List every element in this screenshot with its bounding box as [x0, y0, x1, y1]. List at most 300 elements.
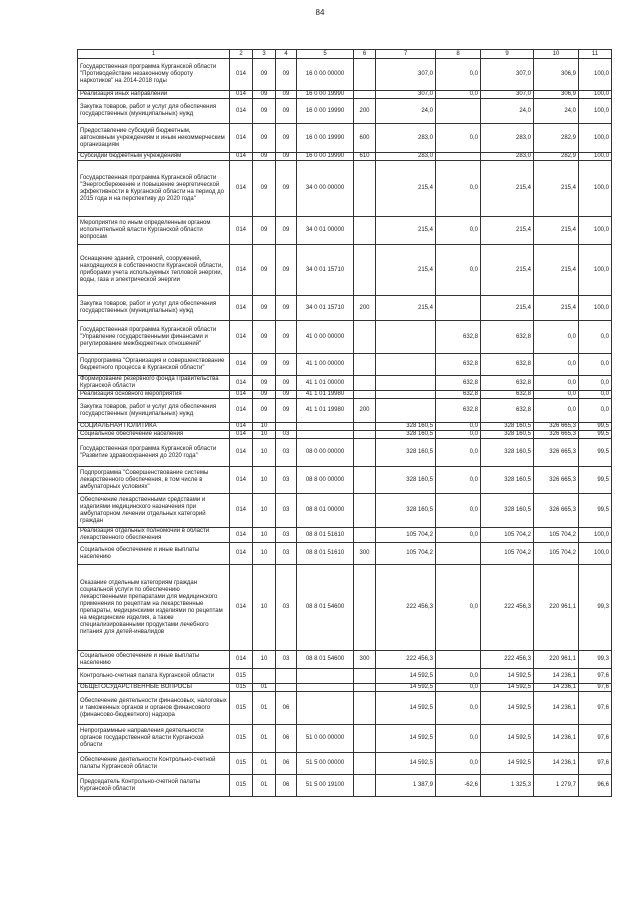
percent-cell: 99,5 [579, 431, 612, 439]
row-name-cell: Социальное обеспечение населения [78, 431, 230, 439]
target-article-cell [297, 692, 354, 725]
expense-type-cell [354, 391, 376, 399]
ministry-code-cell: 014 [230, 494, 253, 528]
changes-cell: 0,0 [436, 753, 481, 775]
expense-type-cell: 200 [354, 296, 376, 321]
ministry-code-cell: 015 [230, 669, 253, 684]
changes-cell: 632,8 [436, 321, 481, 354]
refined-amount-cell: 632,8 [481, 321, 534, 354]
changes-cell [436, 99, 481, 124]
executed-cell: 215,4 [534, 161, 579, 217]
refined-amount-cell: 307,0 [481, 59, 534, 91]
subsection-cell: 09 [276, 91, 297, 99]
percent-cell: 100,0 [579, 124, 612, 153]
expense-type-cell: 300 [354, 651, 376, 669]
expense-type-cell [354, 439, 376, 467]
table-row [78, 753, 612, 775]
row-name-cell: Предоставление субсидий бюджетным, автономным учреждениям и иным некоммерческим организациям [78, 124, 230, 153]
percent-cell: 0,0 [579, 391, 612, 399]
target-article-cell: 41 1 01 00000 [297, 376, 354, 391]
row-name-cell: Закупка товаров, работ и услуг для обеспечения государственных (муниципальных) нужд [78, 296, 230, 321]
executed-cell: 215,4 [534, 217, 579, 245]
subsection-cell [276, 684, 297, 692]
executed-cell: 105 704,2 [534, 543, 579, 565]
target-article-cell: 08 8 01 00000 [297, 494, 354, 528]
expense-type-cell: 200 [354, 99, 376, 124]
row-name-cell: Мероприятия по иным определенным органом исполнительной власти Курганской области вопросам [78, 217, 230, 245]
executed-cell: 215,4 [534, 245, 579, 296]
column-header-4: 4 [276, 50, 297, 59]
column-header-8: 8 [436, 50, 481, 59]
expense-type-cell [354, 753, 376, 775]
executed-cell: 0,0 [534, 399, 579, 423]
expense-type-cell [354, 161, 376, 217]
column-header-2: 2 [230, 50, 253, 59]
changes-cell: 0,0 [436, 494, 481, 528]
budget-table [77, 49, 612, 797]
table-row [78, 669, 612, 684]
table-row [78, 725, 612, 753]
row-name-cell: Закупка товаров, работ и услуг для обеспечения государственных (муниципальных) нужд [78, 99, 230, 124]
subsection-cell: 03 [276, 651, 297, 669]
subsection-cell: 09 [276, 296, 297, 321]
table-row [78, 245, 612, 296]
row-name-cell: Государственная программа Курганской области "Управление государственными финансами и регулирование межбюджетных отношений" [78, 321, 230, 354]
executed-cell: 326 665,3 [534, 467, 579, 494]
target-article-cell: 16 0 00 19990 [297, 91, 354, 99]
approved-amount-cell: 14 592,5 [376, 692, 436, 725]
section-cell: 09 [253, 59, 276, 91]
percent-cell: 100,0 [579, 91, 612, 99]
ministry-code-cell: 015 [230, 684, 253, 692]
ministry-code-cell: 015 [230, 775, 253, 797]
section-cell: 09 [253, 354, 276, 376]
expense-type-cell [354, 669, 376, 684]
changes-cell: 0,0 [436, 725, 481, 753]
refined-amount-cell: 328 160,5 [481, 467, 534, 494]
refined-amount-cell: 328 160,5 [481, 431, 534, 439]
row-name-cell: Реализация основного мероприятия [78, 391, 230, 399]
refined-amount-cell: 328 160,5 [481, 494, 534, 528]
ministry-code-cell: 014 [230, 391, 253, 399]
section-cell: 10 [253, 565, 276, 651]
target-article-cell: 34 0 01 15710 [297, 245, 354, 296]
section-cell: 10 [253, 528, 276, 543]
approved-amount-cell [376, 354, 436, 376]
column-header-9: 9 [481, 50, 534, 59]
refined-amount-cell: 215,4 [481, 161, 534, 217]
percent-cell: 0,0 [579, 376, 612, 391]
changes-cell: 0,0 [436, 217, 481, 245]
section-cell: 09 [253, 245, 276, 296]
ministry-code-cell: 015 [230, 753, 253, 775]
ministry-code-cell: 014 [230, 354, 253, 376]
ministry-code-cell: 014 [230, 59, 253, 91]
row-name-cell: Реализация отдельных полномочий в области лекарственного обеспечения [78, 528, 230, 543]
target-article-cell: 16 0 00 19990 [297, 99, 354, 124]
row-name-cell: Обеспечение деятельности финансовых, налоговых и таможенных органов и органов финансового (финансово-бюджетного) надзора [78, 692, 230, 725]
target-article-cell: 08 8 01 51610 [297, 543, 354, 565]
subsection-cell: 09 [276, 217, 297, 245]
expense-type-cell [354, 354, 376, 376]
executed-cell: 326 665,3 [534, 439, 579, 467]
changes-cell: 0,0 [436, 565, 481, 651]
refined-amount-cell: 14 592,5 [481, 753, 534, 775]
percent-cell: 100,0 [579, 217, 612, 245]
target-article-cell: 41 1 01 19980 [297, 391, 354, 399]
refined-amount-cell: 215,4 [481, 296, 534, 321]
changes-cell: 632,8 [436, 354, 481, 376]
refined-amount-cell: 632,8 [481, 354, 534, 376]
target-article-cell: 34 0 00 00000 [297, 161, 354, 217]
executed-cell: 0,0 [534, 376, 579, 391]
executed-cell: 215,4 [534, 296, 579, 321]
subsection-cell: 09 [276, 124, 297, 153]
subsection-cell: 09 [276, 354, 297, 376]
table-row [78, 565, 612, 651]
row-name-cell: Формирование резервного фонда Правительства Курганской области [78, 376, 230, 391]
table-row [78, 423, 612, 431]
target-article-cell [297, 431, 354, 439]
ministry-code-cell: 015 [230, 692, 253, 725]
changes-cell [436, 296, 481, 321]
ministry-code-cell: 014 [230, 124, 253, 153]
executed-cell: 0,0 [534, 354, 579, 376]
changes-cell: 0,0 [436, 439, 481, 467]
subsection-cell: 03 [276, 467, 297, 494]
refined-amount-cell: 1 325,3 [481, 775, 534, 797]
approved-amount-cell [376, 376, 436, 391]
expense-type-cell [354, 775, 376, 797]
page-number: 84 [315, 8, 325, 17]
column-header-6: 6 [354, 50, 376, 59]
executed-cell: 282,9 [534, 124, 579, 153]
subsection-cell: 09 [276, 245, 297, 296]
executed-cell: 306,9 [534, 91, 579, 99]
table-row [78, 161, 612, 217]
executed-cell: 326 665,3 [534, 423, 579, 431]
target-article-cell: 34 0 01 15710 [297, 296, 354, 321]
changes-cell: -62,6 [436, 775, 481, 797]
subsection-cell: 09 [276, 59, 297, 91]
target-article-cell: 51 5 00 00000 [297, 753, 354, 775]
percent-cell: 99,3 [579, 565, 612, 651]
subsection-cell: 03 [276, 528, 297, 543]
target-article-cell: 08 8 01 51610 [297, 528, 354, 543]
executed-cell: 326 665,3 [534, 494, 579, 528]
section-cell: 09 [253, 296, 276, 321]
ministry-code-cell: 014 [230, 245, 253, 296]
expense-type-cell [354, 91, 376, 99]
refined-amount-cell: 307,0 [481, 91, 534, 99]
section-cell: 09 [253, 217, 276, 245]
percent-cell: 0,0 [579, 354, 612, 376]
row-name-cell: ОБЩЕГОСУДАРСТВЕННЫЕ ВОПРОСЫ [78, 684, 230, 692]
target-article-cell: 08 8 01 54600 [297, 565, 354, 651]
table-row [78, 99, 612, 124]
expense-type-cell [354, 565, 376, 651]
table-row [78, 775, 612, 797]
section-cell: 09 [253, 99, 276, 124]
changes-cell [436, 543, 481, 565]
expense-type-cell [354, 245, 376, 296]
target-article-cell: 41 0 00 00000 [297, 321, 354, 354]
ministry-code-cell: 014 [230, 528, 253, 543]
refined-amount-cell: 14 592,5 [481, 725, 534, 753]
approved-amount-cell: 105 704,2 [376, 543, 436, 565]
ministry-code-cell: 015 [230, 725, 253, 753]
changes-cell: 0,0 [436, 423, 481, 431]
refined-amount-cell: 105 704,2 [481, 543, 534, 565]
percent-cell: 100,0 [579, 99, 612, 124]
refined-amount-cell: 632,8 [481, 376, 534, 391]
executed-cell: 24,0 [534, 99, 579, 124]
percent-cell: 97,6 [579, 725, 612, 753]
subsection-cell [276, 669, 297, 684]
column-header-7: 7 [376, 50, 436, 59]
section-cell: 10 [253, 423, 276, 431]
approved-amount-cell: 14 592,5 [376, 753, 436, 775]
percent-cell: 97,6 [579, 684, 612, 692]
subsection-cell: 09 [276, 321, 297, 354]
table-row [78, 439, 612, 467]
target-article-cell: 16 0 00 19990 [297, 124, 354, 153]
approved-amount-cell: 328 160,5 [376, 431, 436, 439]
section-cell: 09 [253, 153, 276, 161]
refined-amount-cell: 14 592,5 [481, 684, 534, 692]
subsection-cell: 06 [276, 753, 297, 775]
column-header-3: 3 [253, 50, 276, 59]
expense-type-cell [354, 59, 376, 91]
subsection-cell: 06 [276, 775, 297, 797]
percent-cell: 99,3 [579, 651, 612, 669]
expense-type-cell [354, 423, 376, 431]
approved-amount-cell: 105 704,2 [376, 528, 436, 543]
table-row [78, 431, 612, 439]
approved-amount-cell: 24,0 [376, 99, 436, 124]
target-article-cell: 51 5 00 19100 [297, 775, 354, 797]
row-name-cell: Государственная программа Курганской области "Энергосбережение и повышение энергетической эффективности в Курганской области на период до 2015 года и на перспективу до 2020 года" [78, 161, 230, 217]
ministry-code-cell: 014 [230, 153, 253, 161]
section-cell: 09 [253, 391, 276, 399]
approved-amount-cell: 215,4 [376, 217, 436, 245]
percent-cell: 0,0 [579, 399, 612, 423]
refined-amount-cell: 215,4 [481, 245, 534, 296]
ministry-code-cell: 014 [230, 467, 253, 494]
changes-cell: 0,0 [436, 669, 481, 684]
changes-cell: 0,0 [436, 528, 481, 543]
percent-cell: 97,6 [579, 753, 612, 775]
approved-amount-cell: 215,4 [376, 296, 436, 321]
section-cell: 10 [253, 467, 276, 494]
column-header-10: 10 [534, 50, 579, 59]
ministry-code-cell: 014 [230, 91, 253, 99]
approved-amount-cell: 215,4 [376, 161, 436, 217]
target-article-cell: 51 0 00 00000 [297, 725, 354, 753]
changes-cell: 632,8 [436, 391, 481, 399]
changes-cell: 0,0 [436, 692, 481, 725]
percent-cell: 97,6 [579, 692, 612, 725]
expense-type-cell [354, 692, 376, 725]
ministry-code-cell: 014 [230, 543, 253, 565]
percent-cell: 99,5 [579, 467, 612, 494]
percent-cell: 100,0 [579, 245, 612, 296]
refined-amount-cell: 14 592,5 [481, 669, 534, 684]
percent-cell: 0,0 [579, 321, 612, 354]
subsection-cell: 09 [276, 153, 297, 161]
target-article-cell: 08 8 00 00000 [297, 467, 354, 494]
executed-cell: 306,9 [534, 59, 579, 91]
section-cell: 09 [253, 124, 276, 153]
executed-cell: 14 236,1 [534, 684, 579, 692]
table-row [78, 494, 612, 528]
section-cell: 09 [253, 161, 276, 217]
table-row [78, 153, 612, 161]
approved-amount-cell: 215,4 [376, 245, 436, 296]
percent-cell: 100,0 [579, 296, 612, 321]
executed-cell: 326 665,3 [534, 431, 579, 439]
section-cell: 09 [253, 321, 276, 354]
target-article-cell [297, 669, 354, 684]
subsection-cell: 03 [276, 565, 297, 651]
refined-amount-cell: 24,0 [481, 99, 534, 124]
target-article-cell: 16 0 00 19990 [297, 153, 354, 161]
approved-amount-cell: 328 160,5 [376, 439, 436, 467]
target-article-cell: 08 8 01 54600 [297, 651, 354, 669]
table-row [78, 91, 612, 99]
expense-type-cell [354, 376, 376, 391]
refined-amount-cell: 283,0 [481, 124, 534, 153]
subsection-cell: 09 [276, 376, 297, 391]
ministry-code-cell: 014 [230, 296, 253, 321]
subsection-cell: 09 [276, 391, 297, 399]
approved-amount-cell: 14 592,5 [376, 725, 436, 753]
expense-type-cell [354, 494, 376, 528]
row-name-cell: Реализация иных направлений [78, 91, 230, 99]
changes-cell: 0,0 [436, 467, 481, 494]
target-article-cell: 16 0 00 00000 [297, 59, 354, 91]
approved-amount-cell: 328 160,5 [376, 467, 436, 494]
section-cell: 10 [253, 494, 276, 528]
section-cell [253, 669, 276, 684]
changes-cell [436, 153, 481, 161]
section-cell: 10 [253, 439, 276, 467]
ministry-code-cell: 014 [230, 99, 253, 124]
subsection-cell: 09 [276, 399, 297, 423]
executed-cell: 220 961,1 [534, 565, 579, 651]
header-row [78, 50, 612, 59]
table-row [78, 391, 612, 399]
section-cell: 10 [253, 543, 276, 565]
refined-amount-cell: 632,8 [481, 391, 534, 399]
percent-cell: 99,5 [579, 439, 612, 467]
refined-amount-cell: 328 160,5 [481, 439, 534, 467]
executed-cell: 0,0 [534, 321, 579, 354]
changes-cell: 632,8 [436, 376, 481, 391]
ministry-code-cell: 014 [230, 565, 253, 651]
table-row [78, 376, 612, 391]
row-name-cell: Обеспечение лекарственными средствами и изделиями медицинского назначения при амбулаторном лечении отдельных категорий граждан [78, 494, 230, 528]
expense-type-cell [354, 217, 376, 245]
row-name-cell: Государственная программа Курганской области "Развитие здравоохранения до 2020 года" [78, 439, 230, 467]
approved-amount-cell: 328 160,5 [376, 494, 436, 528]
column-header-1: 1 [78, 50, 230, 59]
refined-amount-cell: 215,4 [481, 217, 534, 245]
expense-type-cell [354, 467, 376, 494]
changes-cell: 0,0 [436, 684, 481, 692]
row-name-cell: СОЦИАЛЬНАЯ ПОЛИТИКА [78, 423, 230, 431]
executed-cell: 282,9 [534, 153, 579, 161]
ministry-code-cell: 014 [230, 399, 253, 423]
target-article-cell: 08 0 00 00000 [297, 439, 354, 467]
approved-amount-cell: 14 592,5 [376, 684, 436, 692]
column-header-11: 11 [579, 50, 612, 59]
expense-type-cell [354, 431, 376, 439]
subsection-cell [276, 423, 297, 431]
executed-cell: 0,0 [534, 391, 579, 399]
percent-cell: 99,5 [579, 423, 612, 431]
table-row [78, 321, 612, 354]
table-row [78, 543, 612, 565]
approved-amount-cell [376, 399, 436, 423]
table-row [78, 399, 612, 423]
approved-amount-cell [376, 321, 436, 354]
ministry-code-cell: 014 [230, 651, 253, 669]
table-row [78, 651, 612, 669]
table-row [78, 684, 612, 692]
section-cell: 09 [253, 376, 276, 391]
approved-amount-cell: 1 387,9 [376, 775, 436, 797]
approved-amount-cell: 222 456,3 [376, 651, 436, 669]
expense-type-cell [354, 321, 376, 354]
percent-cell: 100,0 [579, 59, 612, 91]
expense-type-cell: 300 [354, 543, 376, 565]
expense-type-cell: 200 [354, 399, 376, 423]
changes-cell: 0,0 [436, 59, 481, 91]
percent-cell: 97,6 [579, 669, 612, 684]
table-body [78, 59, 612, 797]
column-header-5: 5 [297, 50, 354, 59]
subsection-cell: 09 [276, 99, 297, 124]
refined-amount-cell: 105 704,2 [481, 528, 534, 543]
approved-amount-cell: 328 160,5 [376, 423, 436, 431]
section-cell: 01 [253, 692, 276, 725]
approved-amount-cell: 283,0 [376, 124, 436, 153]
executed-cell: 14 236,1 [534, 669, 579, 684]
executed-cell: 14 236,1 [534, 725, 579, 753]
approved-amount-cell: 307,0 [376, 91, 436, 99]
table-row [78, 59, 612, 91]
percent-cell: 100,0 [579, 161, 612, 217]
changes-cell: 0,0 [436, 431, 481, 439]
expense-type-cell [354, 684, 376, 692]
row-name-cell: Оказание отдельным категориям граждан социальной услуги по обеспечению лекарственными препаратами для медицинского применения по рецептам на лекарственные препараты, медицинскими изделиями по рецептам на медицинские изделия, а также специализированными продуктами лечебного питания для детей-инвалидов [78, 565, 230, 651]
ministry-code-cell: 014 [230, 321, 253, 354]
target-article-cell [297, 684, 354, 692]
row-name-cell: Закупка товаров, работ и услуг для обеспечения государственных (муниципальных) нужд [78, 399, 230, 423]
target-article-cell: 41 1 01 19980 [297, 399, 354, 423]
table-row [78, 692, 612, 725]
row-name-cell: Непрограммные направления деятельности органов государственной власти Курганской области [78, 725, 230, 753]
target-article-cell [297, 423, 354, 431]
percent-cell: 100,0 [579, 153, 612, 161]
section-cell: 01 [253, 775, 276, 797]
table-row [78, 296, 612, 321]
ministry-code-cell: 014 [230, 439, 253, 467]
ministry-code-cell: 014 [230, 217, 253, 245]
row-name-cell: Председатель Контрольно-счетной палаты Курганской области [78, 775, 230, 797]
changes-cell: 0,0 [436, 124, 481, 153]
